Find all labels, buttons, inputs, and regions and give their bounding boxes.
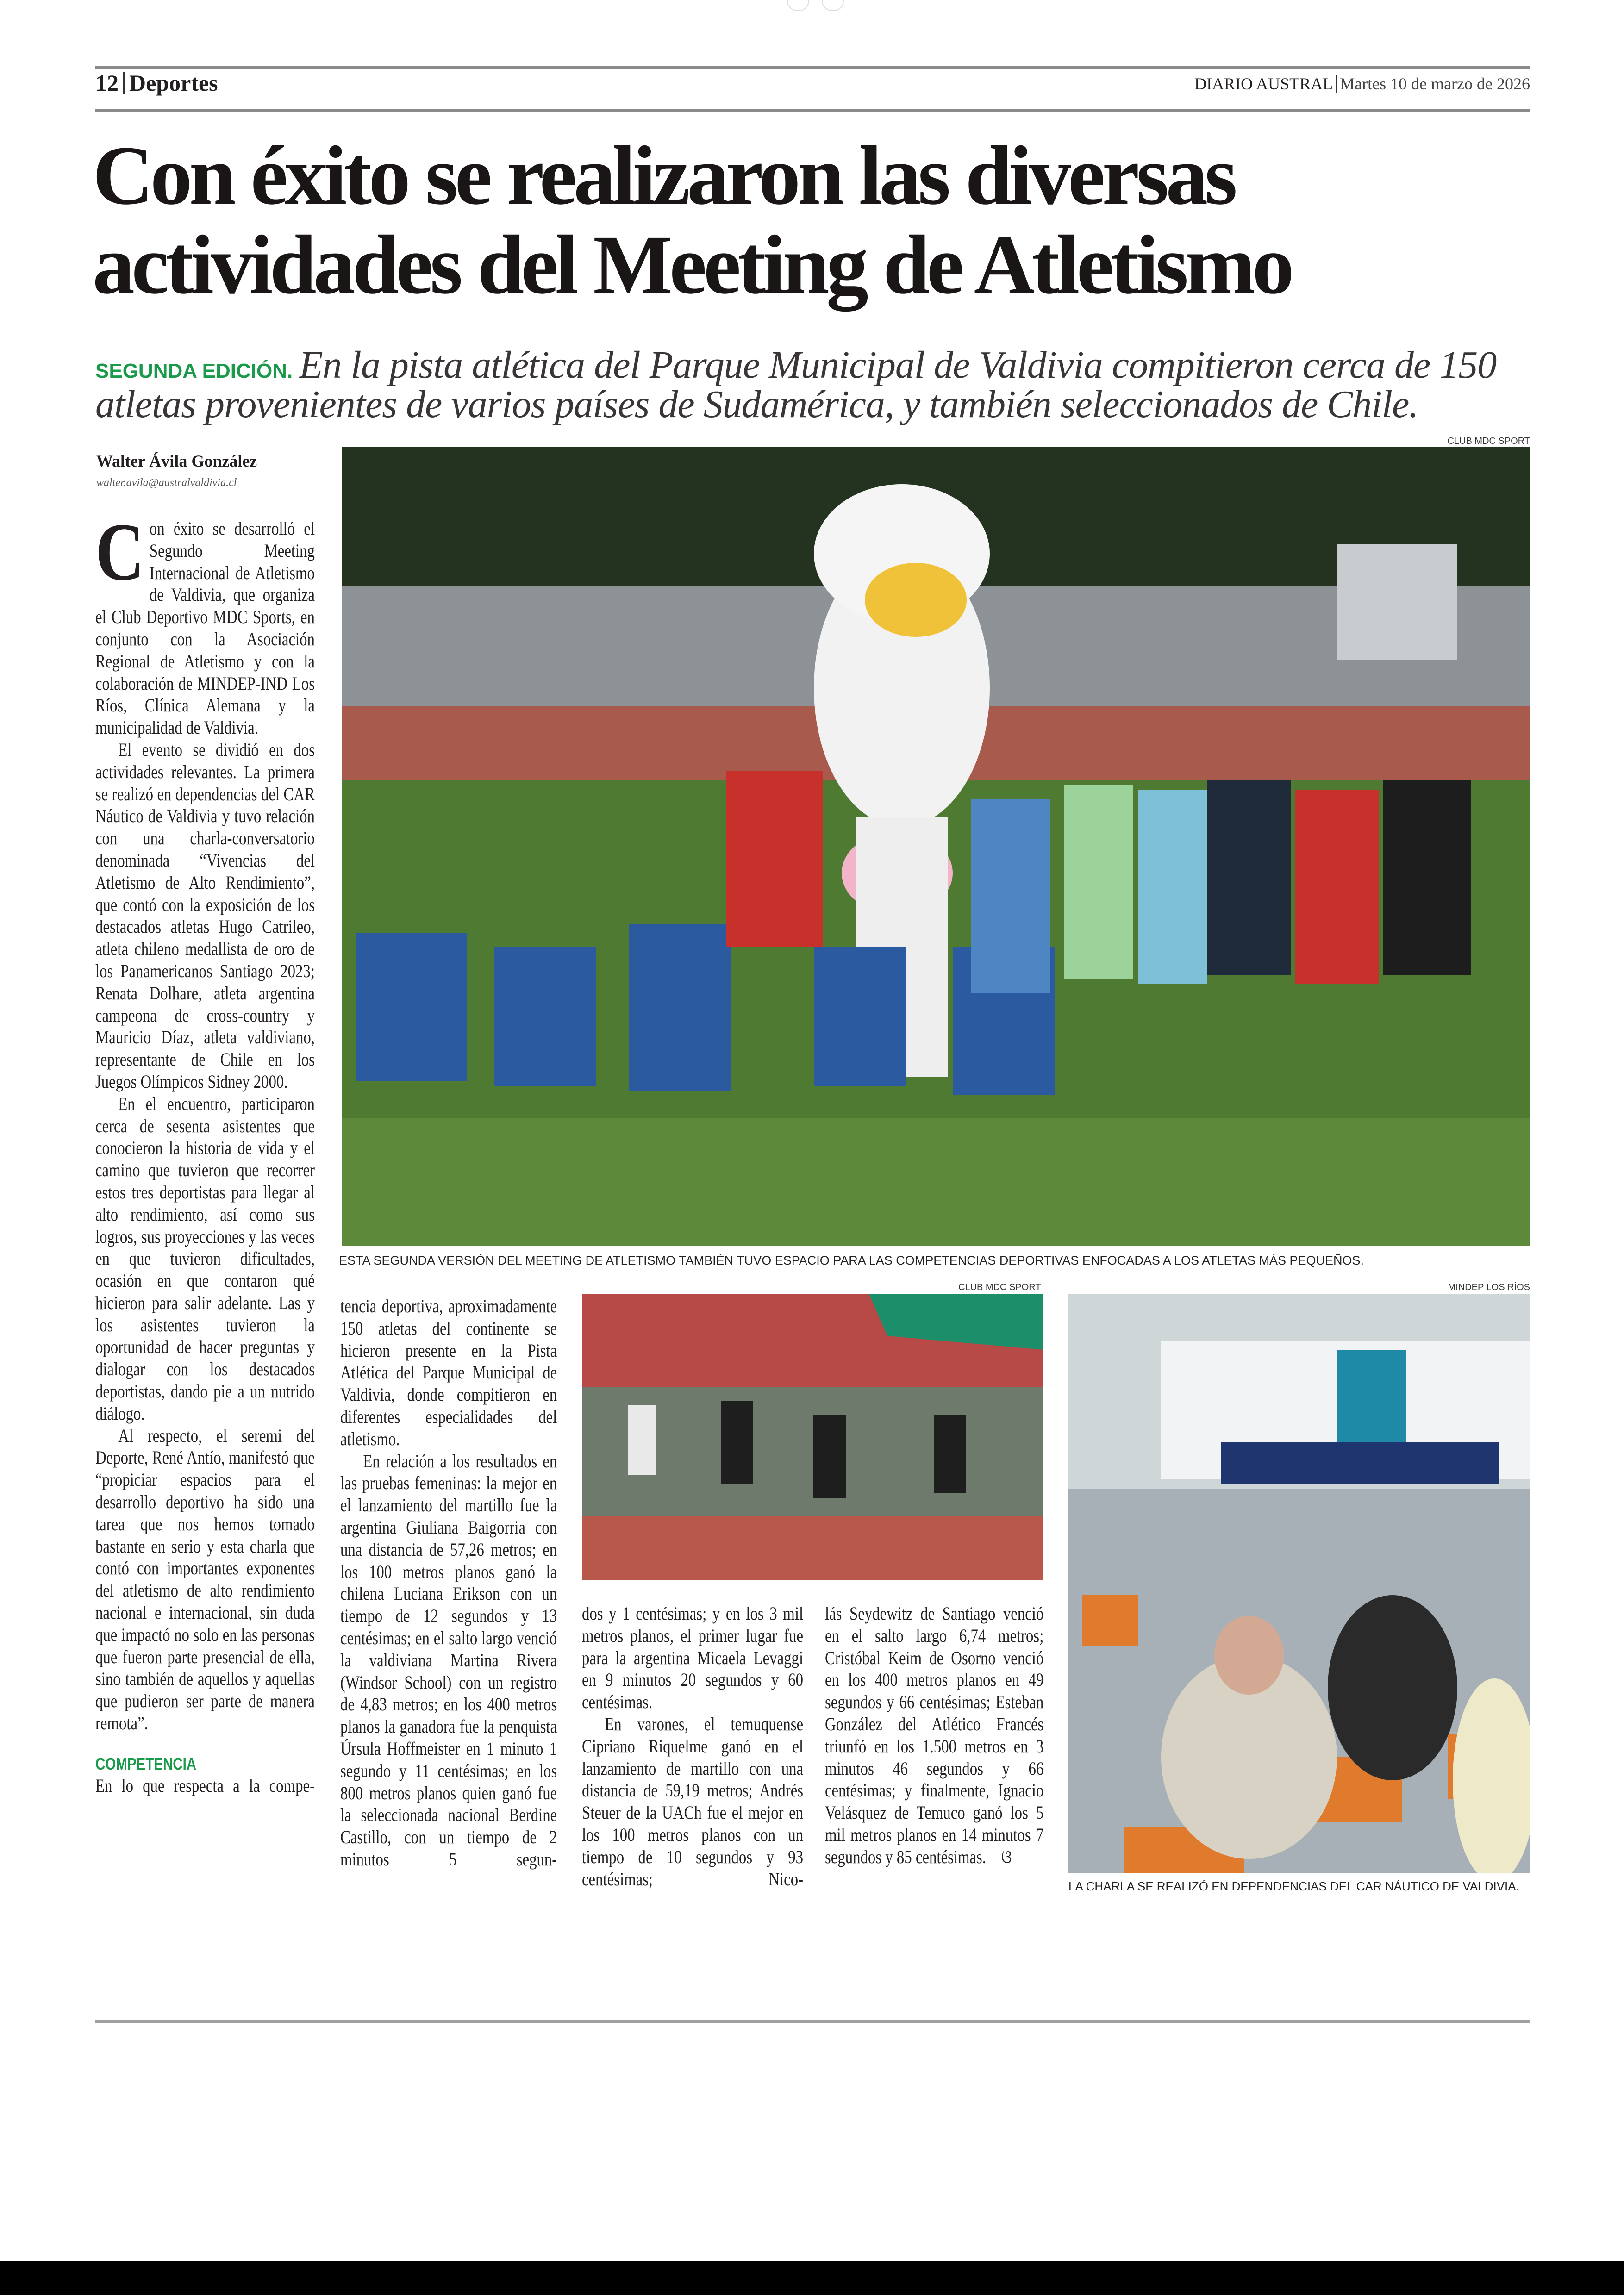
top-rule [95,66,1530,69]
page-header-right [1194,74,1530,94]
paragraph-text: on éxito se desarrolló el Segundo Meeting Internacional de Atletismo de Valdivia, que organiza el Club Deportivo MDC Sports, en conjunto con la Asociación Regional de Atletismo y con la colaboración de MINDEP-IND Los Ríos, Clínica Alemana y la municipalidad de Valdivia. [95,518,315,738]
publication-date: Martes 10 de marzo de 2026 [1340,75,1530,93]
paragraph-text: lás Seydewitz de Santiago venció en el salto largo 6,74 metros; Cristóbal Keim de Osorno venció en los 400 metros planos en 49 segundos y 66 centésimas; Esteban González del Atlético Francés triunfó en los 1.500 metros en 3 minutos 46 segundos y 66 centésimas; y finalmente, Ignacio Velásquez de Temuco ganó los 5 mil metros planos en 14 minutos 7 segundos y 85 centésimas. [825,1603,1044,1867]
header-bottom-rule [95,109,1530,112]
deck-line-2: atletas provenientes de varios países de Sudamérica, y también seleccionados de Chile. [95,383,1418,426]
race-photo-credit: CLUB MDC SPORT [958,1282,1041,1292]
viewer-bottom-bar [0,2261,1624,2295]
page-number: 12 [95,70,119,96]
deck-text-1: En la pista atlética del Parque Municipal de Valdivia compitieron cerca de 150 [299,343,1497,387]
main-photo [342,447,1530,1246]
race-photo [582,1294,1043,1580]
main-photo-credit: CLUB MDC SPORT [1447,436,1530,446]
subheading-competencia: COMPETENCIA [95,1754,197,1773]
paragraph [95,506,315,739]
deck-line-1 [95,343,1496,387]
header-separator [123,72,125,94]
talk-photo-scene [1068,1294,1530,1873]
headline-line-1: Con éxito se realizaron las diversas [93,129,1235,222]
race-photo-scene [582,1294,1043,1580]
end-mark-icon: ଓ [1001,1846,1012,1867]
author-email: walter.avila@australvaldivia.cl [96,477,237,489]
paragraph: En el encuentro, participaron cerca de sesenta asistentes que conocieron la historia de vida y el camino que tuvieron que recorrer estos tres deportistas para llegar al alto rendimiento, así como sus logros, sus proyecciones y las veces en que tuvieron dificultades, ocasión en que contaron qué hicieron para salir adelante. Las y los asistentes tuvieron la oportunidad de hacer preguntas y dialogar con los destacados deportistas, dando pie a un nutrido diálogo. [95,1093,315,1424]
article-column-3 [582,1603,803,1890]
talk-photo-caption: LA CHARLA SE REALIZÓ EN DEPENDENCIAS DEL CAR NÁUTICO DE VALDIVIA. [1068,1879,1519,1893]
article-column-4 [825,1603,1043,1868]
paragraph: tencia deportiva, aproximadamente 150 atletas del continente se hicieron presente en la Pista Atlética del Parque Municipal de Valdivia, donde compitieron en diferentes especialidades del atletismo. [340,1296,557,1449]
paragraph: El evento se dividió en dos actividades relevantes. La primera se realizó en dependencias del CAR Náutico de Valdivia y tuvo relación con una charla-conversatorio denominada “Vivencias del Atletismo de Alto Rendimiento”, que contó con la exposición de los destacados atletas Hugo Catrileo, atleta chileno medallista de oro de los Panamericanos Santiago 2023; Renata Dolhare, atleta argentina campeona de cross-country y Mauricio Díaz, atleta valdiviano, representante de Chile en los Juegos Olímpicos Sidney 2000. [95,739,315,1092]
header-separator [1336,75,1337,93]
page-nav-next-icon[interactable] [822,0,844,11]
drop-cap: C [95,506,144,598]
section-name: Deportes [129,70,218,96]
article-column-2 [340,1295,557,1871]
paragraph [825,1603,1043,1868]
author-name: Walter Ávila González [96,452,257,470]
paragraph: Al respecto, el seremi del Deporte, René Antío, manifestó que “propiciar espacios para el desarrollo deportivo ha sido una tarea que nos hemos tomado bastante en serio y esta charla que contó con importantes exponentes del atletismo de alto rendimiento nacional e internacional, sin duda que impactó no solo en las personas que fueron parte presencial de ella, sino también de aquellos y aquellas que pudieron ser parte de manera remota”. [95,1425,315,1734]
article-column-1 [95,506,315,1797]
bottom-rule [95,2020,1530,2023]
page-nav-prev-icon[interactable] [787,0,809,11]
headline-line-2: actividades del Meeting de Atletismo [93,218,1291,312]
talk-photo-credit: MINDEP LOS RÍOS [1448,1282,1530,1292]
publication-name: DIARIO AUSTRAL [1194,75,1333,93]
deck-kicker: SEGUNDA EDICIÓN. [95,360,293,382]
main-photo-scene [342,447,1530,1246]
paragraph: En varones, el temuquense Cipriano Riquelme ganó en el lanzamiento de martillo con una distancia de 59,19 metros; Andrés Steuer de la UACh fue el mejor en los 100 metros planos con un tiempo de 10 segundos y 93 centésimas; Nico- [582,1713,804,1890]
paragraph: dos y 1 centésimas; y en los 3 mil metros planos, el primer lugar fue para la argentina Micaela Levaggi en 9 minutos 20 segundos y 60 centésimas. [582,1603,804,1713]
paragraph: En relación a los resultados en las pruebas femeninas: la mejor en el lanzamiento del martillo fue la argentina Giuliana Baigorria con una distancia de 57,26 metros; en los 100 metros planos ganó la chilena Luciana Erikson con un tiempo de 12 segundos y 13 centésimas; en el salto largo venció la valdiviana Martina Rivera (Windsor School) con un registro de 4,83 metros; en los 400 metros planos la ganadora fue la penquista Úrsula Hoffmeister en 1 minuto 1 segundo y 11 centésimas; en los 800 metros planos quien ganó fue la seleccionada nacional Berdine Castillo, con un tiempo de 2 minutos 5 segun- [340,1450,557,1870]
paragraph: En lo que respecta a la compe- [95,1775,315,1796]
page-header-left [95,69,218,96]
talk-photo [1068,1294,1530,1873]
main-photo-caption: ESTA SEGUNDA VERSIÓN DEL MEETING DE ATLETISMO TAMBIÉN TUVO ESPACIO PARA LAS COMPETENCIAS DEPORTIVAS ENFOCADAS A LOS ATLETAS MÁS PEQUEÑOS. [339,1254,1364,1267]
